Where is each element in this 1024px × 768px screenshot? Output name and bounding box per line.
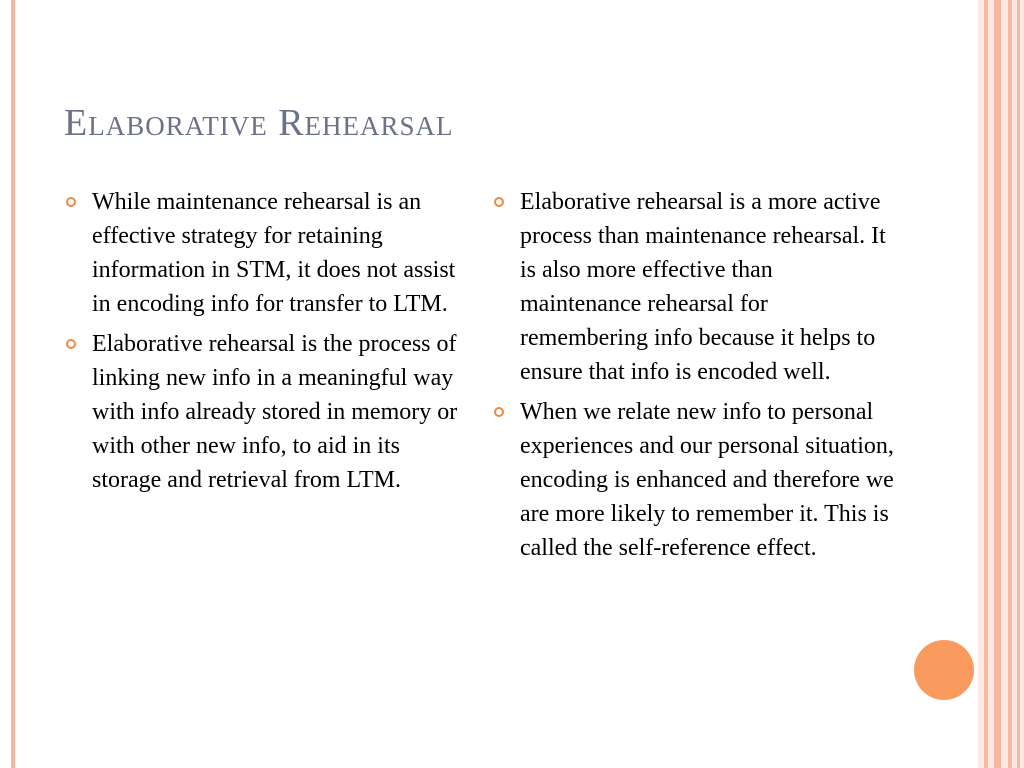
circle-bullet-icon: [494, 197, 504, 207]
decorative-orange-circle: [914, 640, 974, 700]
right-column: [490, 185, 900, 571]
decorative-stripe: [984, 0, 988, 768]
bullet-text: When we relate new info to personal experiences and our personal situation, encoding is enhanced and therefore we are more likely to remember it. This is called the self-reference effect.: [520, 399, 894, 561]
bullet-item: [62, 327, 462, 497]
slide-title: Elaborative Rehearsal: [64, 102, 454, 144]
bullet-text: Elaborative rehearsal is the process of linking new info in a meaningful way with info already stored in memory or with other new info, to aid in its storage and retrieval from LTM.: [92, 331, 458, 493]
decorative-stripe: [1008, 0, 1012, 768]
bullet-text: Elaborative rehearsal is a more active process than maintenance rehearsal. It is also more effective than maintenance rehearsal for remembering info because it helps to ensure that info is encoded well.: [520, 189, 886, 385]
circle-bullet-icon: [494, 407, 504, 417]
bullet-item: [490, 185, 900, 389]
decorative-stripe: [994, 0, 1001, 768]
bullet-item: [62, 185, 462, 321]
bullet-item: [490, 395, 900, 565]
circle-bullet-icon: [66, 339, 76, 349]
left-border-rule: [11, 0, 15, 768]
decorative-stripe: [1017, 0, 1020, 768]
bullet-text: While maintenance rehearsal is an effective strategy for retaining information in STM, it does not assist in encoding info for transfer to LTM.: [92, 189, 456, 317]
left-column: [62, 185, 462, 503]
circle-bullet-icon: [66, 197, 76, 207]
